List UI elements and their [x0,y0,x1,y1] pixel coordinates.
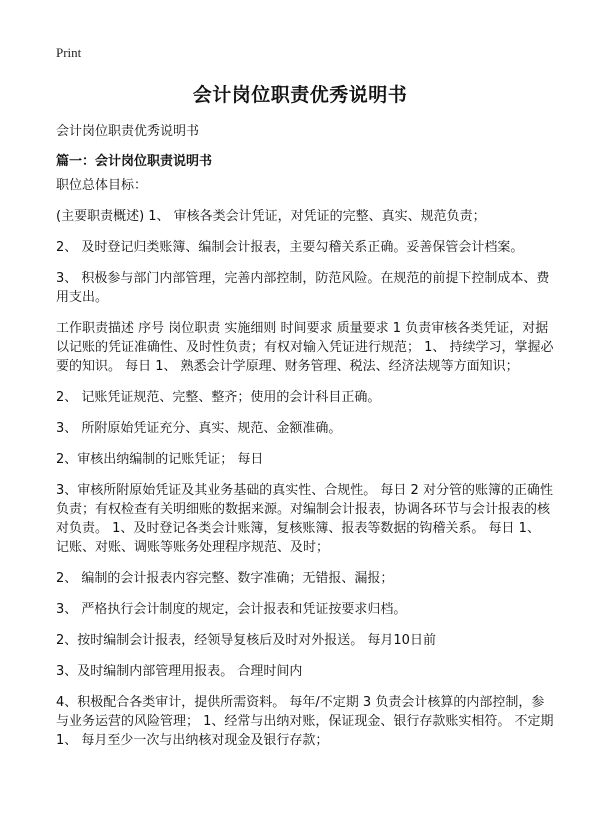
paragraph: 2、 记账凭证规范、完整、整齐；使用的会计科目正确。 [56,390,381,405]
paragraph: 工作职责描述 序号 岗位职责 实施细则 时间要求 质量要求 1 负责审核各类凭证，对据以记账的凭证准确性、及时性负责；有权对输入凭证进行规范； 1、 持续学习，掌握必要的知识。 每日 1、 熟悉会计学原理、财务管理、税法、经济法规等方面知识； [56,321,554,374]
paragraph: 3、 积极参与部门内部管理，完善内部控制，防范风险。在规范的前提下控制成本、费用支出。 [56,271,550,305]
print-link[interactable]: Print [56,45,82,60]
paragraph: 3、 严格执行会计制度的规定，会计报表和凭证按要求归档。 [56,602,407,617]
document-title: 会计岗位职责优秀说明书 [192,84,408,106]
paragraph: 2、 编制的会计报表内容完整、数字准确；无错报、漏报； [56,571,394,586]
paragraph: 职位总体目标： [56,178,148,193]
paragraph: 2、 及时登记归类账簿、编制会计报表，主要勾稽关系正确。妥善保管会计档案。 [56,240,524,255]
paragraph: 3、及时编制内部管理用报表。 合理时间内 [56,664,303,679]
paragraph: 2、按时编制会计报表，经领导复核后及时对外报送。 每月10日前 [56,633,436,648]
paragraph: 2、审核出纳编制的记账凭证； 每日 [56,452,264,467]
section-heading: 篇一：会计岗位职责说明书 [56,154,213,169]
document-subtitle: 会计岗位职责优秀说明书 [56,124,200,139]
document-body [56,176,556,762]
paragraph: 3、 所附原始凭证充分、真实、规范、金额准确。 [56,421,342,436]
paragraph: 3、审核所附原始凭证及其业务基础的真实性、合规性。 每日 2 对分管的账簿的正确性负责；有权检查有关明细账的数据来源。对编制会计报表，协调各环节与会计报表的核对负责。 1、及时登记各类会计账簿，复核账簿、报表等数据的钩稽关系。 每日 1、 记账、对账、调账等账务处理程序规范、及时； [56,483,553,555]
paragraph: 4、积极配合各类审计，提供所需资料。 每年/不定期 3 负责会计核算的内部控制，参与业务运营的风险管理； 1、经常与出纳对账，保证现金、银行存款账实相符。 不定期 1、 每月至少一次与出纳核对现金及银行存款； [56,695,554,748]
paragraph: (主要职责概述) 1、 审核各类会计凭证，对凭证的完整、真实、规范负责； [56,209,486,224]
